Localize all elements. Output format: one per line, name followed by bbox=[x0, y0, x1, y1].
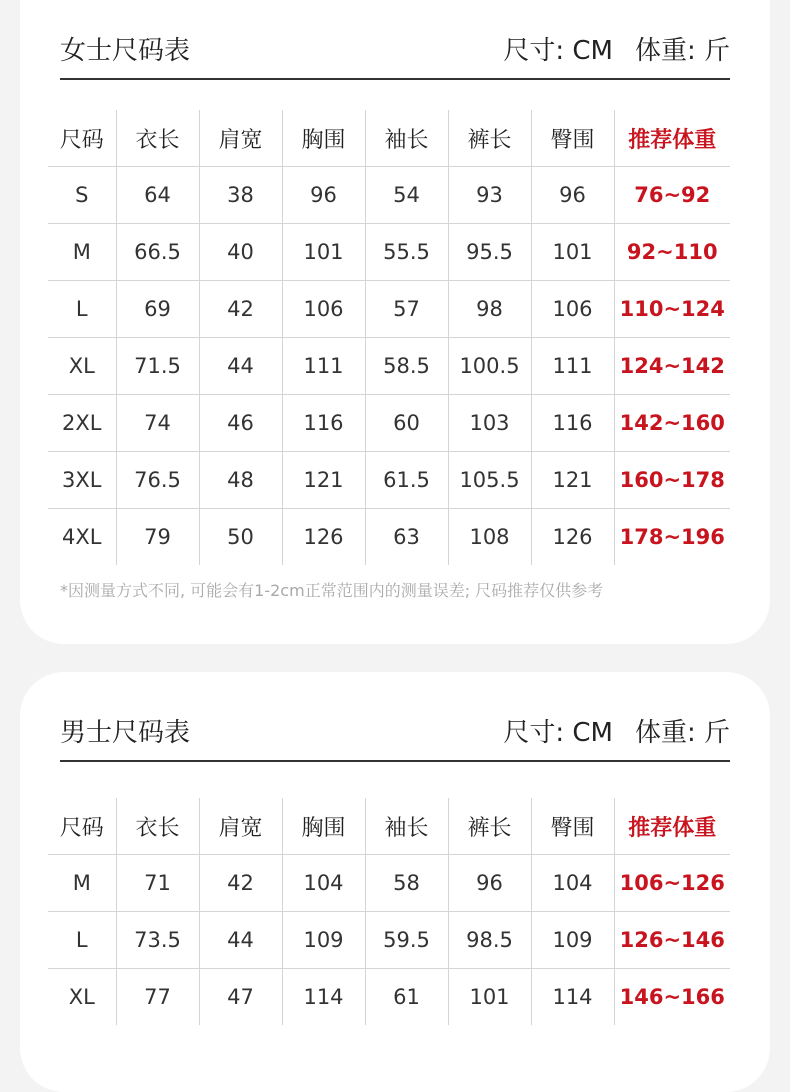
header-hip: 臀围 bbox=[531, 798, 614, 855]
cell-pants-length: 95.5 bbox=[448, 224, 531, 281]
header-size: 尺码 bbox=[59, 815, 104, 841]
header-length: 衣长 bbox=[116, 110, 199, 167]
cell-sleeve: 63 bbox=[365, 509, 448, 566]
men-size-card bbox=[20, 672, 770, 1092]
cell-pants-length: 108 bbox=[448, 509, 531, 566]
cell-shoulder: 44 bbox=[199, 338, 282, 395]
table-row bbox=[48, 509, 730, 566]
cell-size: L bbox=[48, 912, 116, 969]
table-header-row bbox=[48, 798, 730, 855]
cell-length: 71 bbox=[116, 855, 199, 912]
cell-recommended-weight: 178~196 bbox=[614, 509, 730, 566]
cell-hip: 121 bbox=[531, 452, 614, 509]
cell-sleeve: 61 bbox=[365, 969, 448, 1026]
header-chest: 胸围 bbox=[282, 110, 365, 167]
header-chest: 胸围 bbox=[282, 798, 365, 855]
cell-pants-length: 101 bbox=[448, 969, 531, 1026]
table-row bbox=[48, 969, 730, 1026]
cell-chest: 116 bbox=[282, 395, 365, 452]
size-unit-label: 尺寸: CM bbox=[503, 718, 613, 748]
cell-chest: 126 bbox=[282, 509, 365, 566]
table-row bbox=[48, 224, 730, 281]
cell-recommended-weight: 92~110 bbox=[614, 224, 730, 281]
header-size: 尺码 bbox=[59, 127, 104, 153]
cell-shoulder: 50 bbox=[199, 509, 282, 566]
cell-hip: 104 bbox=[531, 855, 614, 912]
men-size-table bbox=[48, 798, 730, 1025]
cell-length: 64 bbox=[116, 167, 199, 224]
cell-chest: 121 bbox=[282, 452, 365, 509]
men-units bbox=[503, 718, 730, 748]
women-card-header bbox=[60, 36, 730, 80]
cell-shoulder: 40 bbox=[199, 224, 282, 281]
cell-shoulder: 47 bbox=[199, 969, 282, 1026]
cell-sleeve: 54 bbox=[365, 167, 448, 224]
header-pants-length: 裤长 bbox=[448, 798, 531, 855]
cell-hip: 111 bbox=[531, 338, 614, 395]
table-row bbox=[48, 855, 730, 912]
cell-hip: 109 bbox=[531, 912, 614, 969]
cell-hip: 116 bbox=[531, 395, 614, 452]
cell-size: 3XL bbox=[48, 452, 116, 509]
women-units bbox=[503, 36, 730, 66]
header-recommended-weight: 推荐体重 bbox=[614, 110, 730, 167]
cell-recommended-weight: 106~126 bbox=[614, 855, 730, 912]
cell-recommended-weight: 146~166 bbox=[614, 969, 730, 1026]
table-row bbox=[48, 912, 730, 969]
header-length: 衣长 bbox=[116, 798, 199, 855]
cell-sleeve: 58.5 bbox=[365, 338, 448, 395]
cell-shoulder: 38 bbox=[199, 167, 282, 224]
cell-size: S bbox=[48, 167, 116, 224]
cell-recommended-weight: 160~178 bbox=[614, 452, 730, 509]
weight-unit-label: 体重: 斤 bbox=[634, 36, 730, 66]
cell-chest: 101 bbox=[282, 224, 365, 281]
cell-size: L bbox=[48, 281, 116, 338]
cell-hip: 114 bbox=[531, 969, 614, 1026]
cell-shoulder: 42 bbox=[199, 281, 282, 338]
cell-shoulder: 44 bbox=[199, 912, 282, 969]
table-row bbox=[48, 281, 730, 338]
cell-shoulder: 46 bbox=[199, 395, 282, 452]
cell-sleeve: 61.5 bbox=[365, 452, 448, 509]
men-card-header bbox=[60, 718, 730, 762]
cell-length: 77 bbox=[116, 969, 199, 1026]
header-hip: 臀围 bbox=[531, 110, 614, 167]
cell-length: 76.5 bbox=[116, 452, 199, 509]
cell-pants-length: 93 bbox=[448, 167, 531, 224]
cell-size: M bbox=[48, 224, 116, 281]
size-unit-label: 尺寸: CM bbox=[503, 36, 613, 66]
cell-sleeve: 57 bbox=[365, 281, 448, 338]
table-row bbox=[48, 167, 730, 224]
cell-pants-length: 98.5 bbox=[448, 912, 531, 969]
cell-recommended-weight: 124~142 bbox=[614, 338, 730, 395]
cell-pants-length: 96 bbox=[448, 855, 531, 912]
cell-size: XL bbox=[48, 969, 116, 1026]
cell-length: 71.5 bbox=[116, 338, 199, 395]
header-sleeve: 袖长 bbox=[365, 110, 448, 167]
cell-pants-length: 100.5 bbox=[448, 338, 531, 395]
table-row bbox=[48, 338, 730, 395]
cell-shoulder: 48 bbox=[199, 452, 282, 509]
cell-length: 69 bbox=[116, 281, 199, 338]
women-size-chart-title: 女士尺码表 bbox=[60, 36, 191, 66]
header-pants-length: 裤长 bbox=[448, 110, 531, 167]
cell-shoulder: 42 bbox=[199, 855, 282, 912]
cell-hip: 96 bbox=[531, 167, 614, 224]
cell-sleeve: 58 bbox=[365, 855, 448, 912]
cell-sleeve: 59.5 bbox=[365, 912, 448, 969]
cell-length: 66.5 bbox=[116, 224, 199, 281]
cell-size: 4XL bbox=[48, 509, 116, 566]
cell-chest: 96 bbox=[282, 167, 365, 224]
cell-pants-length: 98 bbox=[448, 281, 531, 338]
cell-recommended-weight: 110~124 bbox=[614, 281, 730, 338]
cell-size: XL bbox=[48, 338, 116, 395]
header-recommended-weight: 推荐体重 bbox=[614, 798, 730, 855]
cell-pants-length: 103 bbox=[448, 395, 531, 452]
cell-chest: 111 bbox=[282, 338, 365, 395]
cell-recommended-weight: 126~146 bbox=[614, 912, 730, 969]
measurement-footnote: *因测量方式不同, 可能会有1-2cm正常范围内的测量误差; 尺码推荐仅供参考 bbox=[60, 581, 604, 600]
cell-recommended-weight: 76~92 bbox=[614, 167, 730, 224]
header-shoulder: 肩宽 bbox=[199, 110, 282, 167]
weight-unit-label: 体重: 斤 bbox=[634, 718, 730, 748]
cell-sleeve: 60 bbox=[365, 395, 448, 452]
women-size-card bbox=[20, 0, 770, 644]
cell-recommended-weight: 142~160 bbox=[614, 395, 730, 452]
table-row bbox=[48, 395, 730, 452]
cell-pants-length: 105.5 bbox=[448, 452, 531, 509]
header-shoulder: 肩宽 bbox=[199, 798, 282, 855]
cell-length: 73.5 bbox=[116, 912, 199, 969]
cell-size: 2XL bbox=[48, 395, 116, 452]
cell-hip: 101 bbox=[531, 224, 614, 281]
cell-chest: 109 bbox=[282, 912, 365, 969]
cell-chest: 106 bbox=[282, 281, 365, 338]
cell-chest: 114 bbox=[282, 969, 365, 1026]
cell-chest: 104 bbox=[282, 855, 365, 912]
men-size-chart-title: 男士尺码表 bbox=[60, 718, 191, 748]
cell-hip: 126 bbox=[531, 509, 614, 566]
cell-size: M bbox=[48, 855, 116, 912]
cell-sleeve: 55.5 bbox=[365, 224, 448, 281]
cell-hip: 106 bbox=[531, 281, 614, 338]
cell-length: 79 bbox=[116, 509, 199, 566]
cell-length: 74 bbox=[116, 395, 199, 452]
women-size-table bbox=[48, 110, 730, 565]
table-header-row bbox=[48, 110, 730, 167]
table-row bbox=[48, 452, 730, 509]
header-sleeve: 袖长 bbox=[365, 798, 448, 855]
